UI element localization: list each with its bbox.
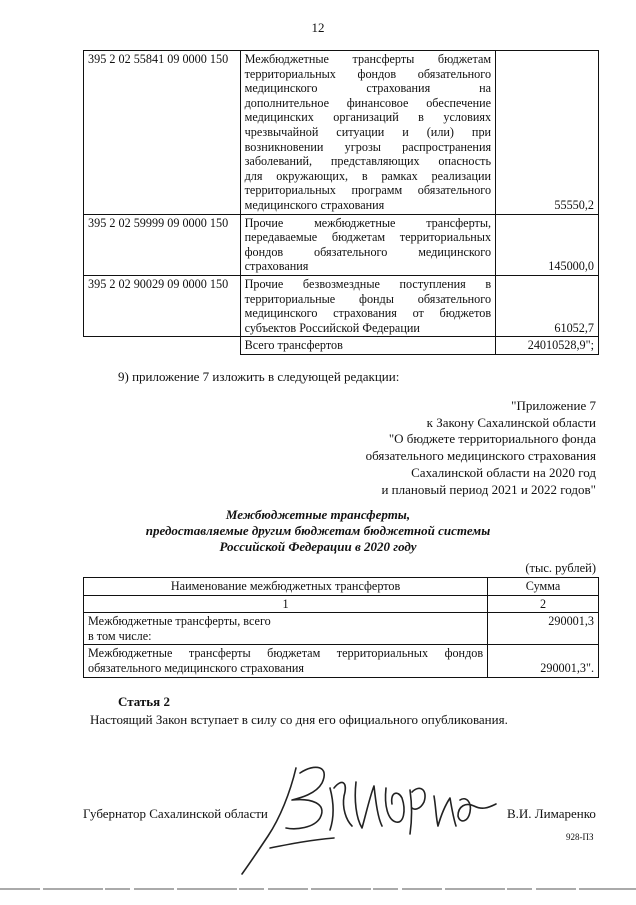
description-cell: Межбюджетные трансферты бюджетам территориальных фондов обязательного медицинского страхования на дополнительное финансовое обеспечение медицинских организаций в условиях чрезвычайной ситуации и (или) при возникновении угрозы распространения заболеваний, представляющих опасность для окружающих, в рамках реализации территориальных программ обязательного медицинского страхования bbox=[240, 51, 495, 215]
appendix-header-line: обязательного медицинского страхования bbox=[365, 448, 596, 464]
appendix-title-line: Межбюджетные трансферты, bbox=[225, 507, 411, 522]
table-colnum-row bbox=[84, 595, 599, 613]
name-cell: Межбюджетные трансферты бюджетам территориальных фондов обязательного медицинского страхования bbox=[84, 645, 488, 677]
appendix-table bbox=[83, 577, 599, 678]
code-cell: 395 2 02 55841 09 0000 150 bbox=[84, 51, 241, 215]
appendix-header bbox=[366, 398, 596, 498]
total-label: Всего трансфертов bbox=[240, 337, 495, 355]
value-cell: 290001,3". bbox=[488, 645, 599, 677]
value-cell: 55550,2 bbox=[496, 51, 599, 215]
value-cell: 145000,0 bbox=[496, 214, 599, 275]
header-name: Наименование межбюджетных трансфертов bbox=[84, 578, 488, 596]
header-sum: Сумма bbox=[488, 578, 599, 596]
table-row bbox=[84, 645, 599, 677]
table-row bbox=[84, 275, 599, 336]
appendix-title bbox=[0, 507, 636, 555]
column-number: 1 bbox=[84, 595, 488, 613]
name-cell: Межбюджетные трансферты, всего в том числе: bbox=[84, 613, 488, 645]
table-row bbox=[84, 214, 599, 275]
description-cell: Прочие межбюджетные трансферты, передаваемые бюджетам территориальных фондов обязательного медицинского страхования bbox=[240, 214, 495, 275]
appendix-header-line: "Приложение 7 bbox=[511, 398, 596, 413]
unit-label: (тыс. рублей) bbox=[525, 561, 596, 575]
article-text: Настоящий Закон вступает в силу со дня его официального опубликования. bbox=[90, 712, 508, 727]
appendix-title-line: предоставляемые другим бюджетам бюджетной системы bbox=[145, 523, 491, 538]
item-9-text: 9) приложение 7 изложить в следующей редакции: bbox=[118, 369, 400, 384]
appendix-header-line: и плановый период 2021 и 2022 годов" bbox=[381, 481, 596, 497]
appendix-header-line: к Закону Сахалинской области bbox=[426, 414, 596, 430]
handwritten-signature bbox=[230, 748, 510, 878]
value-cell: 290001,3 bbox=[488, 613, 599, 645]
value-cell: 61052,7 bbox=[496, 275, 599, 336]
document-code: 928-ПЗ bbox=[566, 832, 594, 842]
description-cell: Прочие безвозмездные поступления в территориальные фонды обязательного медицинского страхования от бюджетов субъектов Российской Федерации bbox=[240, 275, 495, 336]
appendix-title-line: Российской Федерации в 2020 году bbox=[219, 539, 417, 554]
article-heading: Статья 2 bbox=[118, 694, 170, 709]
page-number: 12 bbox=[311, 20, 325, 35]
transfers-table bbox=[83, 50, 599, 355]
scan-edge-line bbox=[0, 886, 636, 894]
table-total-row bbox=[84, 337, 599, 355]
table-row bbox=[84, 51, 599, 215]
governor-title: Губернатор Сахалинской области bbox=[83, 806, 268, 821]
total-value: 24010528,9"; bbox=[496, 337, 599, 355]
governor-name: В.И. Лимаренко bbox=[507, 806, 596, 821]
appendix-header-line: Сахалинской области на 2020 год bbox=[411, 464, 596, 480]
table-row bbox=[84, 613, 599, 645]
table-header-row bbox=[84, 578, 599, 596]
code-cell: 395 2 02 90029 09 0000 150 bbox=[84, 275, 241, 336]
appendix-header-line: "О бюджете территориального фонда bbox=[388, 431, 596, 447]
code-cell: 395 2 02 59999 09 0000 150 bbox=[84, 214, 241, 275]
column-number: 2 bbox=[488, 595, 599, 613]
empty-cell bbox=[84, 337, 241, 355]
